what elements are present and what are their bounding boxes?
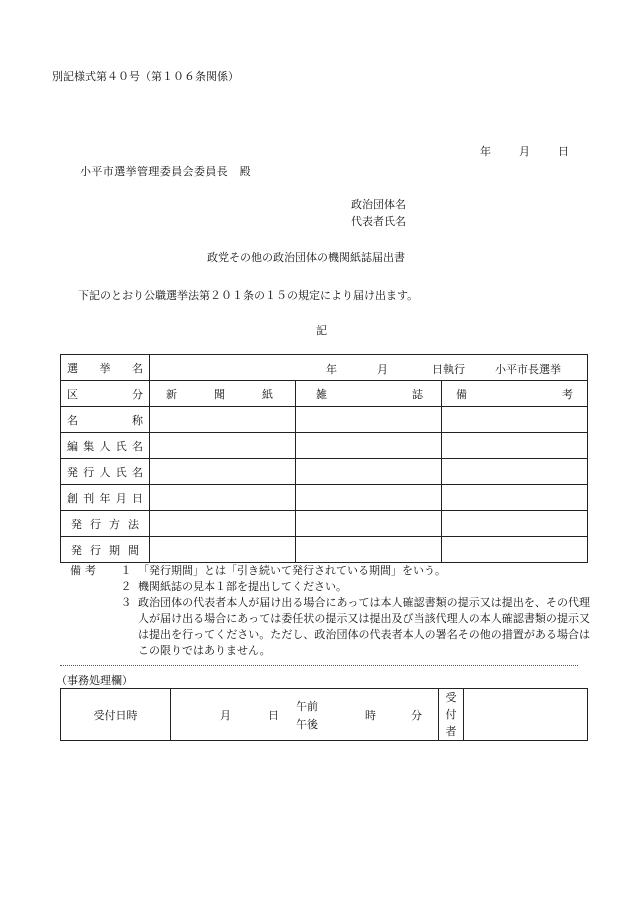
election-day: 日執行 <box>432 363 465 376</box>
received-am: 午前 <box>296 700 318 713</box>
newspaper-cell[interactable] <box>150 537 296 563</box>
table-row <box>61 407 588 433</box>
ki-label: 記 <box>316 324 327 337</box>
received-datetime-cell[interactable] <box>171 689 439 741</box>
magazine-cell[interactable] <box>296 537 442 563</box>
remarks-cell[interactable] <box>442 511 588 537</box>
received-minute: 分 <box>411 709 422 722</box>
col-magazine: 雑 誌 <box>296 381 442 407</box>
received-hour: 時 <box>365 709 376 722</box>
received-month: 月 <box>220 709 231 722</box>
magazine-cell[interactable] <box>296 407 442 433</box>
group-name-label: 政治団体名 <box>351 198 406 211</box>
row-label-period: 発行期間 <box>61 537 150 563</box>
category-label: 区 分 <box>61 381 150 407</box>
office-table <box>60 688 588 741</box>
table-row <box>61 381 588 407</box>
magazine-cell[interactable] <box>296 433 442 459</box>
representative-label: 代表者氏名 <box>351 215 406 228</box>
list-item <box>70 579 590 595</box>
addressee: 小平市選挙管理委員会委員長 殿 <box>80 165 251 178</box>
office-heading: （事務処理欄） <box>56 674 133 687</box>
received-day: 日 <box>268 709 279 722</box>
table-row <box>61 537 588 563</box>
col-newspaper: 新 聞 紙 <box>150 381 296 407</box>
newspaper-cell[interactable] <box>150 485 296 511</box>
registration-table <box>60 354 588 563</box>
note-text: 機関紙誌の見本１部を提出してください。 <box>138 580 347 593</box>
col-remarks: 備 考 <box>442 381 588 407</box>
document-title: 政党その他の政治団体の機関紙誌届出書 <box>207 251 405 264</box>
row-label-name: 名 称 <box>61 407 150 433</box>
election-year: 年 <box>326 363 337 376</box>
table-row <box>61 459 588 485</box>
remarks-cell[interactable] <box>442 433 588 459</box>
election-month: 月 <box>377 363 388 376</box>
table-row <box>61 511 588 537</box>
remarks-cell[interactable] <box>442 407 588 433</box>
table-row <box>61 485 588 511</box>
magazine-cell[interactable] <box>296 459 442 485</box>
remarks-cell[interactable] <box>442 537 588 563</box>
table-row <box>61 355 588 381</box>
newspaper-cell[interactable] <box>150 511 296 537</box>
note-number: １ <box>120 564 132 577</box>
note-text: 政治団体の代表者本人が届け出る場合にあっては本人確認書類の提示又は提出を、その代理人が届け出る場合にあっては委任状の提示又は提出及び当該代理人の本人確認書類の提示又は提出を行ってください。ただし、政治団体の代表者本人の署名その他の措置がある場合はこの限りではありません。 <box>138 596 590 657</box>
table-row <box>61 433 588 459</box>
remarks-cell[interactable] <box>442 485 588 511</box>
election-value-cell[interactable] <box>150 355 588 381</box>
election-label: 選 挙 名 <box>61 355 150 381</box>
magazine-cell[interactable] <box>296 485 442 511</box>
notes-heading: 備考 <box>70 564 100 577</box>
list-item <box>70 595 590 659</box>
notes-section <box>70 563 590 659</box>
receiver-label <box>439 689 464 741</box>
form-id: 別記様式第４０号（第１０６条関係） <box>52 70 239 83</box>
row-label-method: 発行方法 <box>61 511 150 537</box>
newspaper-cell[interactable] <box>150 459 296 485</box>
receiver-label-text: 受付者 <box>445 691 457 738</box>
row-label-editor: 編集人氏名 <box>61 433 150 459</box>
receiver-cell[interactable] <box>464 689 588 741</box>
note-number: ３ <box>120 596 132 609</box>
list-item <box>70 563 590 579</box>
date-month: 月 <box>519 145 530 158</box>
divider <box>60 665 578 666</box>
newspaper-cell[interactable] <box>150 407 296 433</box>
row-label-publisher: 発行人氏名 <box>61 459 150 485</box>
date-day: 日 <box>558 145 569 158</box>
row-label-founded: 創刊年月日 <box>61 485 150 511</box>
note-text: 「発行期間」とは「引き続いて発行されている期間」をいう。 <box>138 564 446 577</box>
election-name: 小平市長選挙 <box>495 363 561 376</box>
date-year: 年 <box>480 145 491 158</box>
note-number: ２ <box>120 580 132 593</box>
newspaper-cell[interactable] <box>150 433 296 459</box>
received-label: 受付日時 <box>61 689 171 741</box>
magazine-cell[interactable] <box>296 511 442 537</box>
remarks-cell[interactable] <box>442 459 588 485</box>
table-row <box>61 689 588 741</box>
intro-text: 下記のとおり公職選挙法第２０１条の１５の規定により届け出ます。 <box>78 289 419 302</box>
received-pm: 午後 <box>296 718 318 731</box>
